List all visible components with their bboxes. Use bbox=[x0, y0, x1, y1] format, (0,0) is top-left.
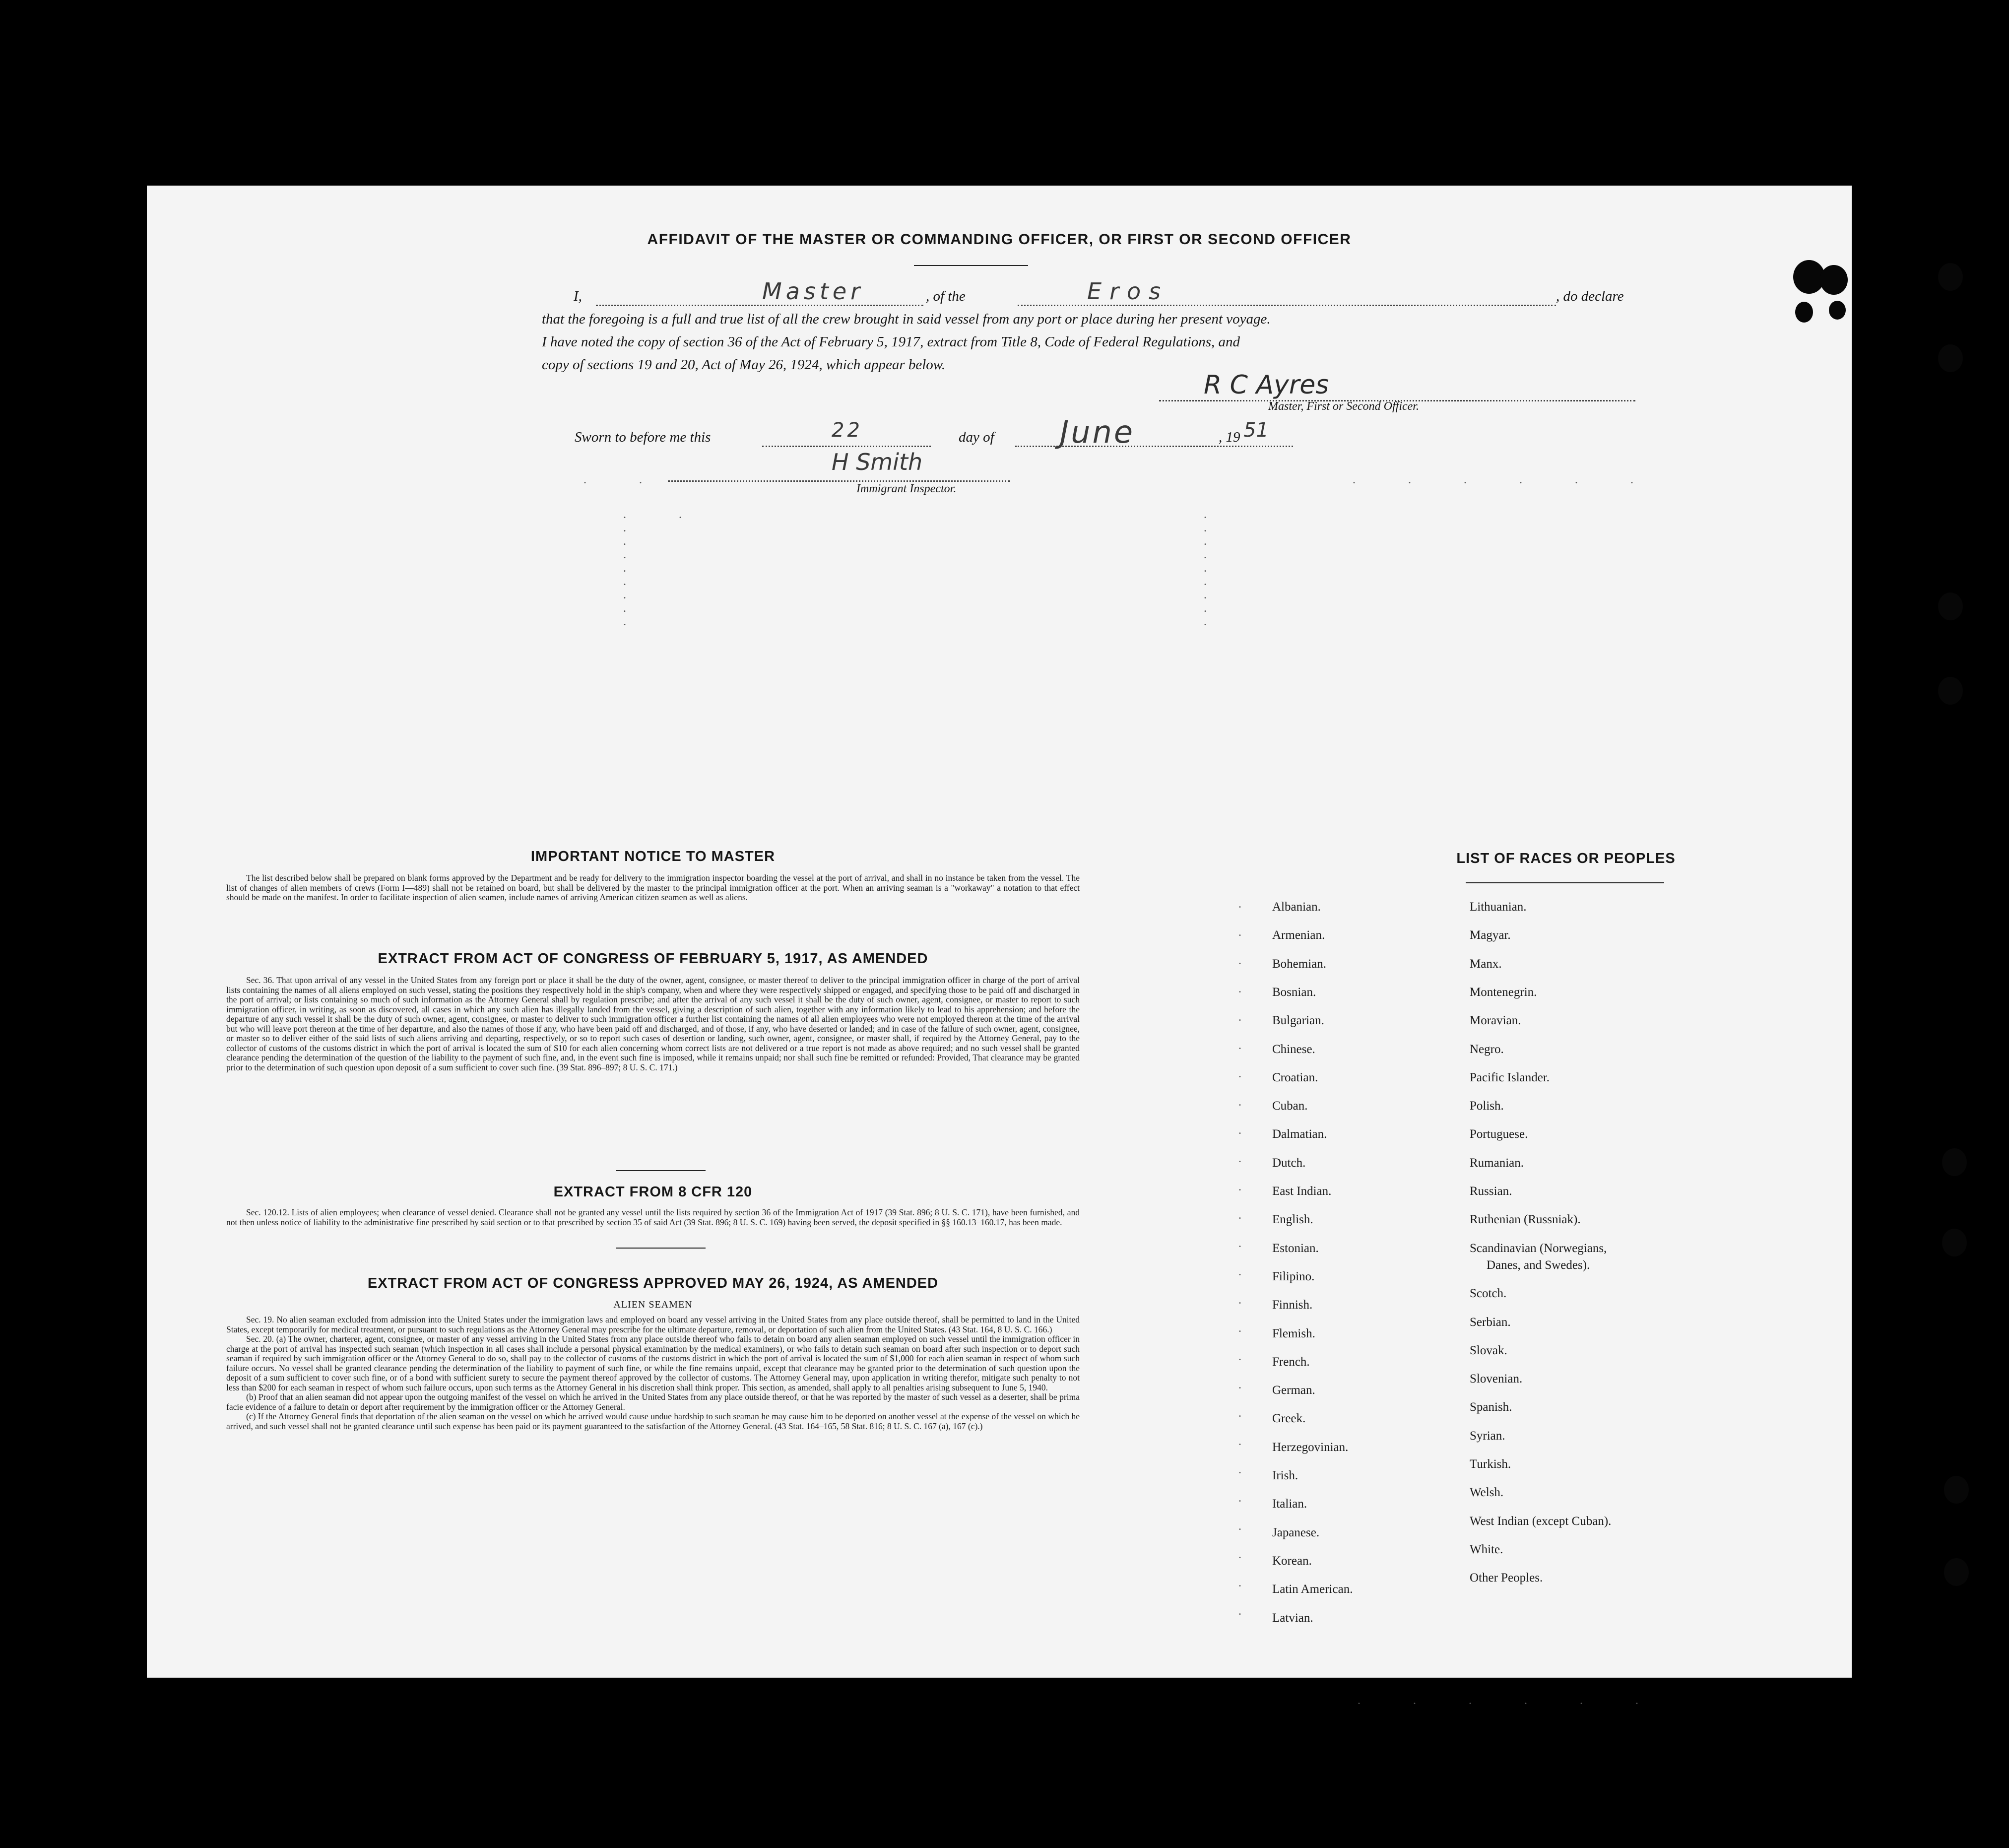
bleed-dots: . . . . . . bbox=[1358, 1694, 1663, 1707]
affidavit-title: AFFIDAVIT OF THE MASTER OR COMMANDING OFFICER, OR FIRST OR SECOND OFFICER bbox=[647, 231, 1352, 248]
punch-hole bbox=[1795, 302, 1813, 323]
day-line bbox=[762, 446, 931, 447]
race-item: Herzegovinian. bbox=[1272, 1440, 1349, 1454]
race-item: Cuban. bbox=[1272, 1099, 1308, 1113]
cfr-text bbox=[226, 1208, 1080, 1227]
punch-hole bbox=[1829, 301, 1846, 320]
punch-hole bbox=[1938, 677, 1963, 705]
race-item: Manx. bbox=[1470, 957, 1502, 971]
sec20b-paragraph: (b) Proof that an alien seaman did not appear upon the outgoing manifest of the vessel on which he arrived in the United States from any place outside thereof, or that he was reported by the master of such vessel as a deserter, shall be prima facie evidence of a failure to detain or deport after requirement by the immigration officer or the Attorney General. bbox=[226, 1392, 1080, 1412]
race-item: Filipino. bbox=[1272, 1269, 1315, 1283]
extract-1917-title: EXTRACT FROM ACT OF CONGRESS OF FEBRUARY 5, 1917, AS AMENDED bbox=[378, 951, 928, 967]
day-value: 22 bbox=[832, 419, 863, 442]
day-of-label: day of bbox=[959, 429, 994, 445]
race-item: Estonian. bbox=[1272, 1241, 1319, 1255]
race-item: Negro. bbox=[1470, 1042, 1504, 1056]
extract-1924-text bbox=[226, 1315, 1080, 1431]
cfr-title: EXTRACT FROM 8 CFR 120 bbox=[553, 1184, 753, 1200]
race-item: Finnish. bbox=[1272, 1298, 1313, 1312]
section-rule bbox=[616, 1170, 706, 1171]
rank-line bbox=[596, 305, 923, 306]
race-item: Lithuanian. bbox=[1470, 900, 1527, 914]
race-item: Bosnian. bbox=[1272, 985, 1316, 999]
race-item: Turkish. bbox=[1470, 1457, 1511, 1471]
extract-1924-title: EXTRACT FROM ACT OF CONGRESS APPROVED MAY 26, 1924, AS AMENDED bbox=[367, 1275, 939, 1291]
notice-paragraph: The list described below shall be prepared on blank forms approved by the Department and be ready for delivery to the immigration inspector boarding the vessel at the port of arrival, and shall in no instance be taken from the vessel. The list of changes of alien members of crews (Form I—489) shall not be retained on board, but shall be delivered by the master to the principal immigration officer at the port. When an arriving seaman is a "workaway" a notation to that effect should be made on the manifest. In order to facilitate inspection of alien seamen, include names of arriving American citizen seamen as well as aliens. bbox=[226, 873, 1080, 902]
month-value: June bbox=[1060, 414, 1135, 450]
race-item: Montenegrin. bbox=[1470, 985, 1537, 999]
race-item: Croatian. bbox=[1272, 1070, 1318, 1084]
punch-hole bbox=[1820, 265, 1848, 295]
notice-text bbox=[226, 873, 1080, 903]
race-item: German. bbox=[1272, 1384, 1315, 1397]
race-item: Polish. bbox=[1470, 1099, 1504, 1113]
punch-hole bbox=[1942, 1229, 1967, 1256]
race-item: Russian. bbox=[1470, 1185, 1512, 1198]
vessel-line bbox=[1018, 305, 1556, 306]
race-item: Serbian. bbox=[1470, 1315, 1511, 1329]
race-item: Portuguese. bbox=[1470, 1127, 1528, 1141]
race-item: Armenian. bbox=[1272, 928, 1325, 942]
declaration-line2: that the foregoing is a full and true list of all the crew brought in said vessel from any port or place during her present voyage. bbox=[542, 311, 1271, 327]
declaration-line4: copy of sections 19 and 20, Act of May 26, 1924, which appear below. bbox=[542, 357, 946, 373]
signer-caption: Master, First or Second Officer. bbox=[1268, 400, 1419, 413]
races-title: LIST OF RACES OR PEOPLES bbox=[1456, 851, 1676, 866]
of-the-label: , of the bbox=[926, 288, 966, 304]
race-item: White. bbox=[1470, 1542, 1503, 1556]
section-rule bbox=[616, 1248, 706, 1249]
alien-seamen-subtitle: ALIEN SEAMEN bbox=[613, 1299, 693, 1310]
race-item: Welsh. bbox=[1470, 1486, 1504, 1500]
punch-hole bbox=[1938, 593, 1963, 620]
race-item: Latin American. bbox=[1272, 1583, 1353, 1596]
punch-hole bbox=[1938, 263, 1963, 291]
race-item: Slovenian. bbox=[1470, 1372, 1523, 1386]
race-item: Pacific Islander. bbox=[1470, 1070, 1550, 1084]
rank-value: Master bbox=[762, 278, 864, 305]
sec19-paragraph: Sec. 19. No alien seaman excluded from admission into the United States under the immigration laws and employed on board any vessel arriving in the United States from any place outside thereof, shall be permitted to land in the United States, except temporarily for medical treatment, or pursuant to such regulations as the Attorney General may prescribe for the ultimate departure, removal, or deportation of such alien from the United States. (43 Stat. 164, 8 U. S. C. 166.) bbox=[226, 1315, 1080, 1334]
bleed-dots: . . bbox=[583, 473, 667, 486]
inspector-signature: H Smith bbox=[832, 449, 923, 475]
race-item: Irish. bbox=[1272, 1469, 1298, 1482]
punch-hole bbox=[1942, 1148, 1967, 1176]
inspector-caption: Immigrant Inspector. bbox=[856, 482, 957, 495]
race-item: Ruthenian (Russniak). bbox=[1470, 1213, 1581, 1227]
sworn-label: Sworn to before me this bbox=[575, 429, 711, 445]
sec20c-paragraph: (c) If the Attorney General finds that deportation of the alien seaman on the vessel on which he arrived would cause undue hardship to such seaman he may cause him to be deported on another vessel at the expense of the vessel on which he arrived, and such vessel shall not be granted clearance until such expense has been paid or its payment guaranteed to the satisfaction of the Attorney General. (43 Stat. 164–165, 58 Stat. 816; 8 U. S. C. 167 (a), 167 (c).) bbox=[226, 1411, 1080, 1431]
sec36-paragraph: Sec. 36. That upon arrival of any vessel in the United States from any foreign port or place it shall be the duty of the owner, agent, consignee, or master thereof to deliver to the principal immigration officer in charge of the port of arrival lists containing the names of all aliens employed on such vessel, stating the positions they respectively hold in the ship's company, when and where they were respectively shipped or engaged, and specifying those to be paid off and discharged in the port of arrival; or lists containing so much of such information as the Attorney General shall by regulation prescribe; and after the arrival of any such vessel it shall be the duty of such owner, agent, consignee, or master to report to such immigration officer, in writing, as soon as discovered, all cases in which any such alien has illegally landed from the vessel, giving a description of such alien, together with any information likely to lead to his apprehension; and before the departure of any such vessel it shall be the duty of such owner, agent, consignee, or master to deliver to such immigration officer a further list containing the names of all alien employees who were not employed thereon at the time of the arrival but who will leave port thereon at the time of her departure, and also the names of those if any, who have been paid off and discharged, and of those, if any, who have deserted or landed; and in case of the failure of such owner, agent, consignee, or master so to deliver either of the said lists of such aliens arriving and departing, respectively, or so to report such cases of desertion or landing, such owner, agent, consignee, or master shall, if required by the Attorney General, pay to the collector of customs of the customs district in which the port of arrival is located the sum of $10 for each alien concerning whom correct lists are not delivered or a true report is not made as above required; and no such vessel shall be granted clearance pending the determination of the question of the liability to the payment of such fine, and, in the event such fine is imposed, while it remains unpaid; nor shall such fine be remitted or refunded: Provided, That clearance may be granted prior to the determination of such question upon deposit of a sum sufficient to cover such fine. (39 Stat. 896–897; 8 U. S. C. 171.) bbox=[226, 975, 1080, 1072]
race-item: Moravian. bbox=[1470, 1014, 1521, 1028]
year-value: 51 bbox=[1243, 419, 1269, 442]
race-item: Chinese. bbox=[1272, 1042, 1315, 1056]
punch-hole bbox=[1944, 1558, 1969, 1586]
bleed-dots: . . . . . . . . . . . . . . . . . . . . . . . . . . bbox=[1238, 898, 1266, 1618]
race-item: French. bbox=[1272, 1355, 1310, 1369]
race-item: Other Peoples. bbox=[1470, 1571, 1543, 1585]
punch-hole bbox=[1944, 1476, 1969, 1504]
race-item: Bohemian. bbox=[1272, 957, 1327, 971]
master-signature: R C Ayres bbox=[1204, 370, 1329, 400]
race-item: Flemish. bbox=[1272, 1326, 1315, 1340]
race-item: West Indian (except Cuban). bbox=[1470, 1514, 1612, 1528]
race-item: Dalmatian. bbox=[1272, 1127, 1327, 1141]
race-item: Syrian. bbox=[1470, 1429, 1505, 1443]
bleed-dots: . . . . . . . . . . bbox=[623, 508, 707, 628]
race-item: Albanian. bbox=[1272, 900, 1321, 914]
race-item: Magyar. bbox=[1470, 928, 1511, 942]
title-rule bbox=[914, 265, 1028, 266]
inspector-line bbox=[668, 480, 1010, 482]
race-item: Rumanian. bbox=[1470, 1156, 1524, 1170]
punch-hole bbox=[1938, 344, 1963, 372]
extract-1917-text bbox=[226, 976, 1080, 1072]
sec20a-paragraph: Sec. 20. (a) The owner, charterer, agent, consignee, or master of any vessel arriving in the United States from any place outside thereof who fails to detain on board any alien seaman employed on such vessel until the immigration officer in charge at the port of arrival has inspected such seaman (which inspection in all cases shall include a personal physical examination by the medical examiners), or who fails to detain such seaman on board after such inspection or to deport such seaman if required by such immigration officer or the Attorney General to do so, shall pay to the collector of customs of the customs district in which the port of arrival is located the sum of $1,000 for each alien seaman in respect of whom such failure occurs. No vessel shall be granted clearance pending the determination of the liability to payment of such fine, or while the fine remains unpaid, except that clearance may be granted prior to the determination of such question upon the deposit of a sum sufficient to cover such fine, or of a bond with sufficient surety to secure the payment thereof approved by the collector of customs. The Attorney General may, upon application in writing therefor, mitigate such penalty to not less than $200 for each seaman in respect of whom such failure occurs, upon such terms as the Attorney General in his discretion shall think proper. This section, as amended, shall apply to all penalties arising subsequent to June 5, 1940. bbox=[226, 1334, 1080, 1392]
race-item: Italian. bbox=[1272, 1497, 1307, 1511]
race-item: English. bbox=[1272, 1213, 1313, 1227]
month-line bbox=[1015, 446, 1293, 447]
race-item: Latvian. bbox=[1272, 1611, 1313, 1625]
race-item: Slovak. bbox=[1470, 1343, 1507, 1357]
cfr-paragraph: Sec. 120.12. Lists of alien employees; when clearance of vessel denied. Clearance shall not be granted any vessel until the lists required by section 36 of the Immigration Act of 1917 (39 Stat. 896; 8 U. S. C. 171), have been furnished, and not then unless notice of liability to the administrative fine prescribed by said section or to that prescribed by section 35 of said Act (39 Stat. 896; 8 U. S. C. 169) having been served, the deposit specified in §§ 160.13–160.17, has been made. bbox=[226, 1207, 1080, 1227]
race-item: Scandinavian (Norwegians, bbox=[1470, 1241, 1607, 1255]
race-item: Dutch. bbox=[1272, 1156, 1306, 1170]
year-prefix: , 19 bbox=[1219, 429, 1240, 445]
race-item: Danes, and Swedes). bbox=[1487, 1258, 1590, 1272]
race-item: Japanese. bbox=[1272, 1525, 1320, 1539]
declaration-line3: I have noted the copy of section 36 of the Act of February 5, 1917, extract from Title 8, Code of Federal Regulations, and bbox=[542, 334, 1240, 350]
race-item: Korean. bbox=[1272, 1554, 1312, 1568]
do-declare-label: , do declare bbox=[1556, 288, 1624, 304]
race-item: East Indian. bbox=[1272, 1185, 1332, 1198]
document-page bbox=[147, 186, 1852, 1707]
race-item: Greek. bbox=[1272, 1412, 1306, 1426]
races-rule bbox=[1466, 882, 1664, 883]
race-item: Bulgarian. bbox=[1272, 1014, 1324, 1028]
notice-title: IMPORTANT NOTICE TO MASTER bbox=[530, 849, 776, 864]
i-label: I, bbox=[574, 288, 582, 304]
bleed-dots: . . . . . . bbox=[1353, 473, 1658, 486]
race-item: Scotch. bbox=[1470, 1287, 1507, 1301]
race-item: Spanish. bbox=[1470, 1400, 1512, 1414]
bleed-dots: . . . . . . . . . bbox=[1204, 508, 1231, 628]
vessel-value: Eros bbox=[1087, 278, 1169, 305]
